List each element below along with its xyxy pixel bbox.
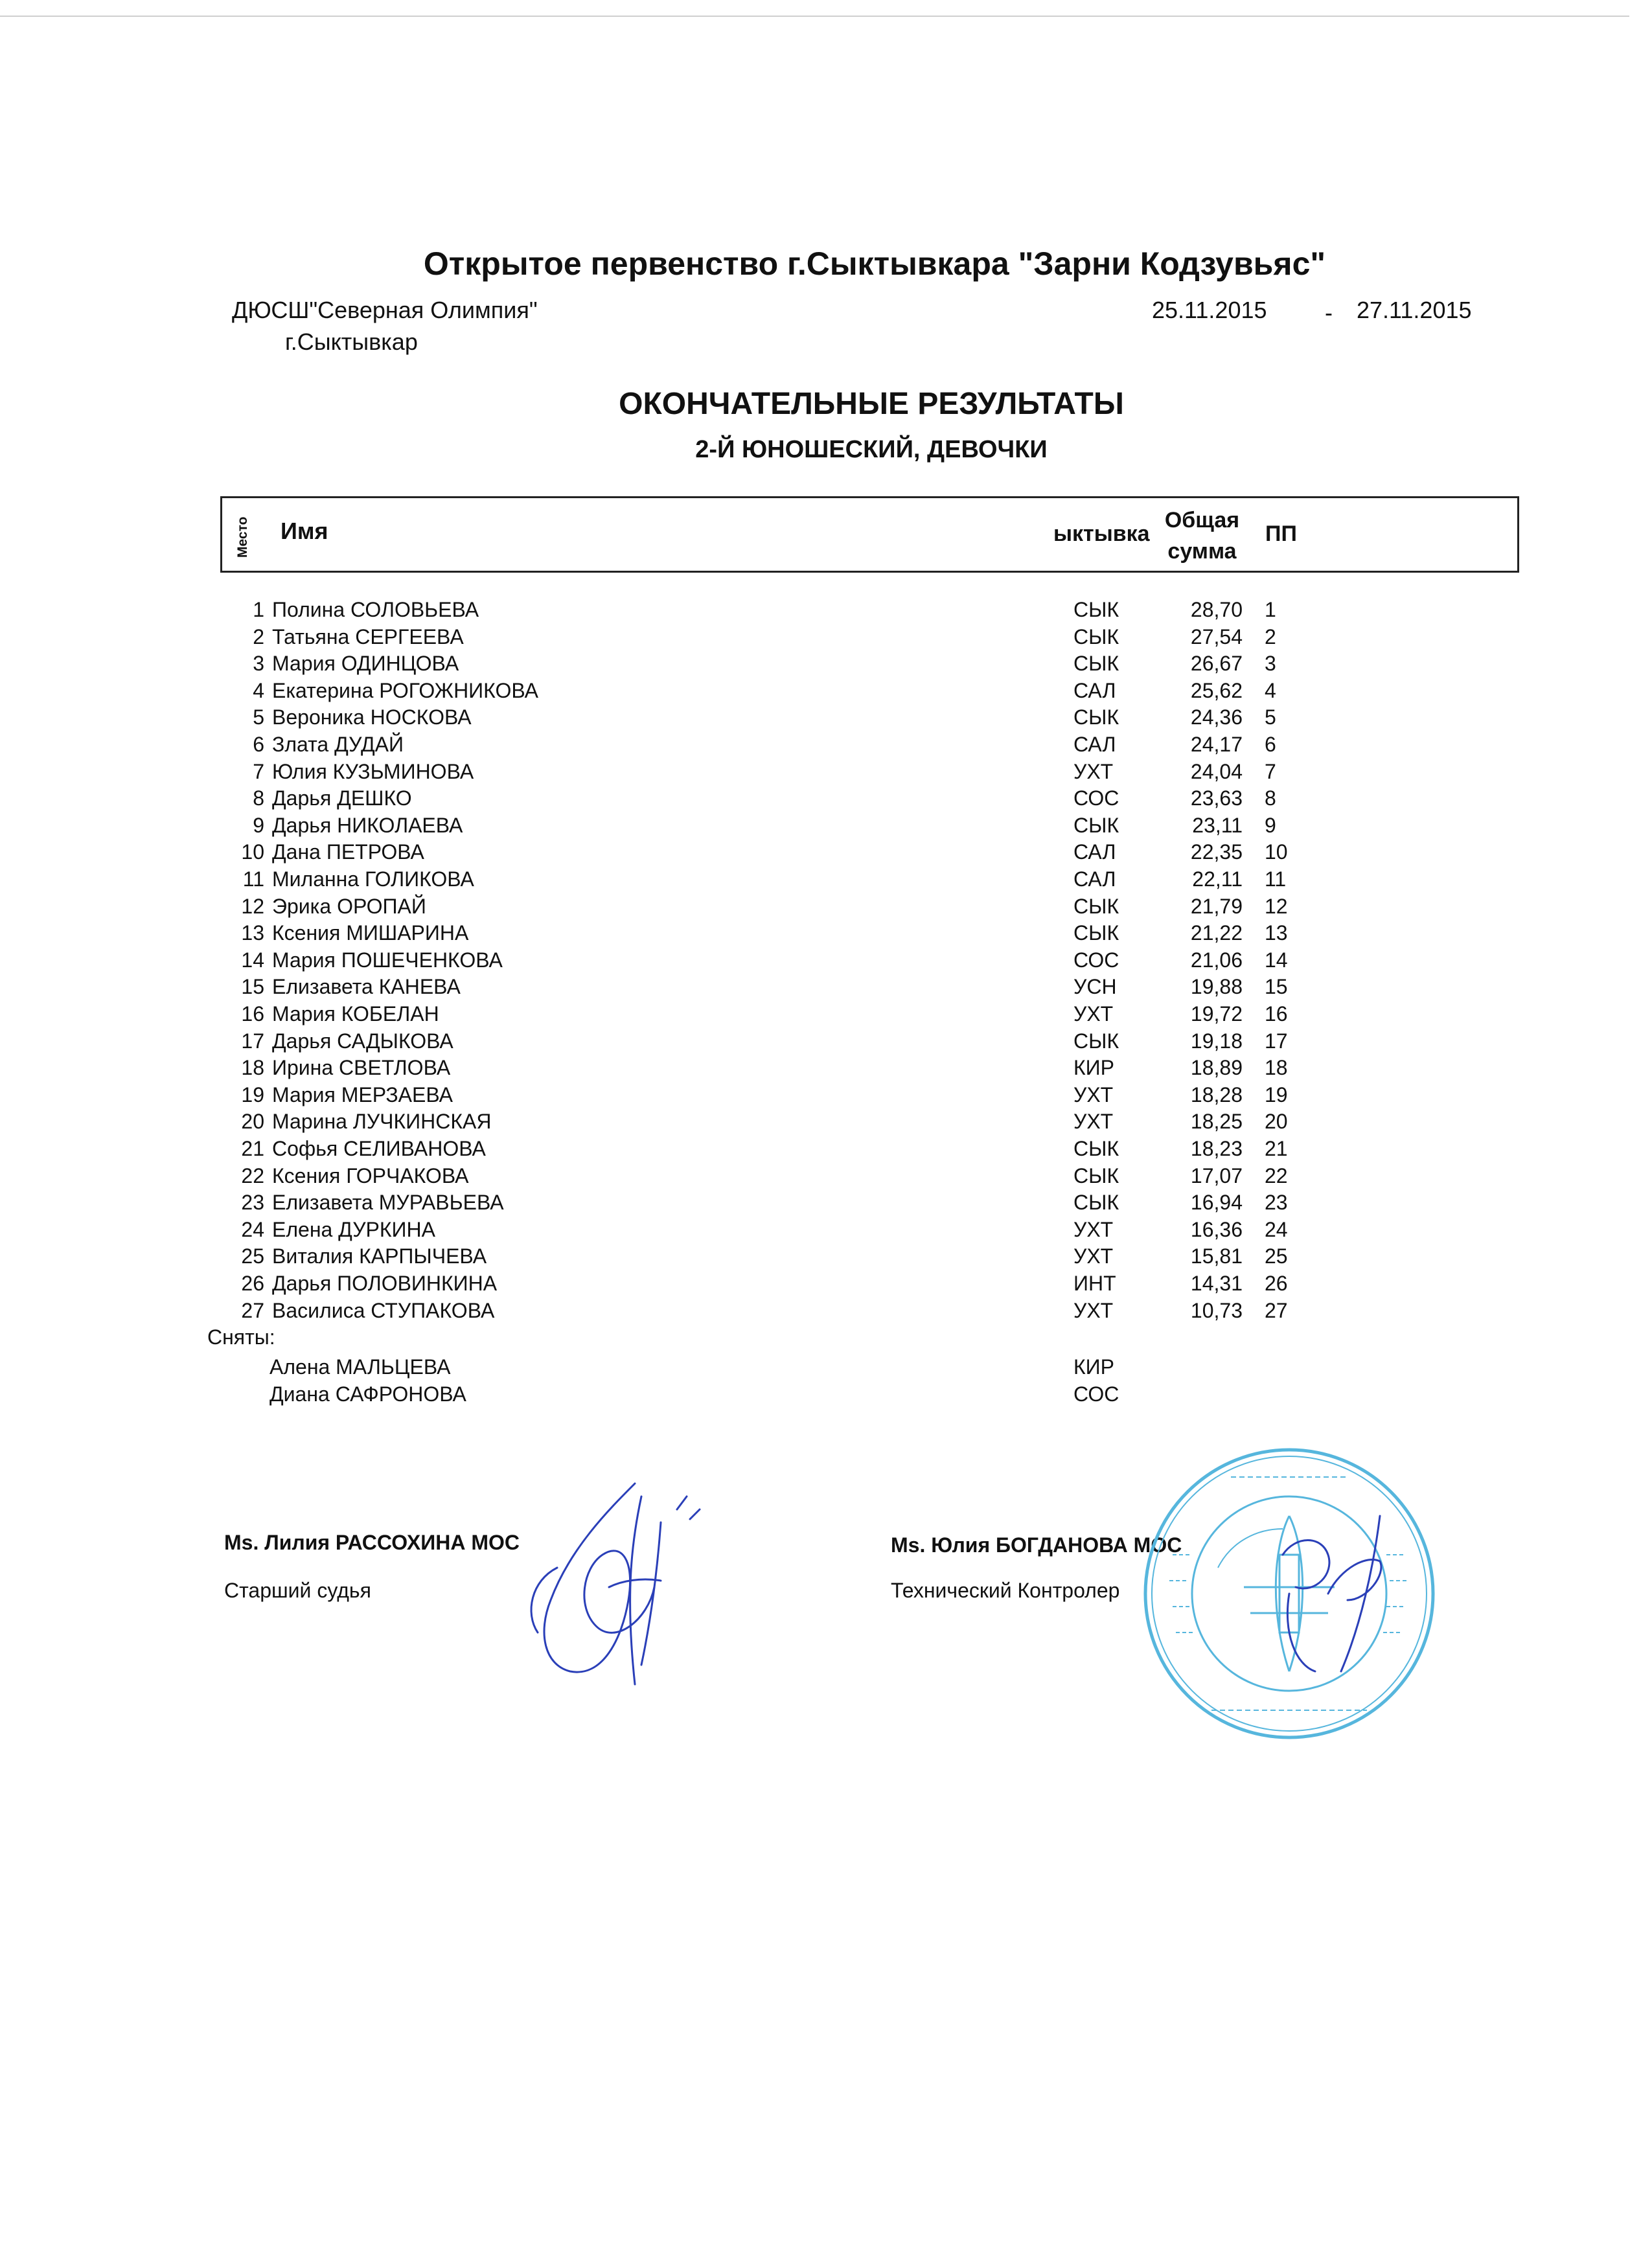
athlete-name-cell: Вероника НОСКОВА	[272, 705, 472, 729]
total-score-cell: 21,79	[1190, 894, 1243, 918]
place-cell: 19	[241, 1082, 264, 1106]
table-row	[0, 705, 1652, 733]
club-cell: СОС	[1073, 948, 1119, 972]
withdrawn-name-cell: Алена МАЛЬЦЕВА	[270, 1355, 451, 1379]
total-score-cell: 15,81	[1190, 1244, 1243, 1268]
total-score-cell: 21,22	[1190, 921, 1243, 945]
withdrawn-label: Сняты:	[207, 1325, 275, 1349]
club-cell: СЫК	[1073, 705, 1119, 729]
referee-role: Старший судья	[224, 1579, 371, 1602]
place-cell: 7	[253, 759, 264, 783]
athlete-name-cell: Василиса СТУПАКОВА	[272, 1298, 495, 1322]
date-end: 27.11.2015	[1357, 297, 1472, 323]
table-row	[0, 948, 1652, 976]
table-row	[0, 625, 1652, 652]
club-cell: УХТ	[1073, 1110, 1114, 1134]
table-row	[0, 867, 1652, 895]
final-place-cell: 6	[1265, 733, 1276, 756]
club-cell: УХТ	[1073, 1244, 1114, 1268]
athlete-name-cell: Дарья САДЫКОВА	[272, 1029, 453, 1053]
final-place-cell: 21	[1265, 1137, 1288, 1160]
club-cell: УХТ	[1073, 1217, 1114, 1241]
club-cell: САЛ	[1073, 733, 1116, 756]
header-total	[1155, 505, 1249, 567]
total-score-cell: 14,31	[1190, 1272, 1243, 1295]
controller-role: Технический Контролер	[891, 1579, 1120, 1602]
place-cell: 15	[241, 975, 264, 999]
place-cell: 11	[242, 867, 264, 891]
table-row	[0, 679, 1652, 706]
table-row	[0, 786, 1652, 814]
place-cell: 22	[241, 1163, 264, 1187]
final-place-cell: 3	[1265, 652, 1276, 676]
controller-name: Ms. Юлия БОГДАНОВА МОС	[891, 1533, 1182, 1557]
final-place-cell: 7	[1265, 759, 1276, 783]
club-cell: СЫК	[1073, 1029, 1119, 1053]
total-score-cell: 18,23	[1190, 1137, 1243, 1160]
place-cell: 14	[241, 948, 264, 972]
club-cell: САЛ	[1073, 840, 1116, 864]
athlete-name-cell: Ксения МИШАРИНА	[272, 921, 469, 945]
place-cell: 8	[253, 786, 264, 810]
table-row	[0, 814, 1652, 841]
place-cell: 1	[253, 598, 264, 621]
header-club: ыктывка	[1053, 521, 1150, 546]
total-score-cell: 19,18	[1190, 1029, 1243, 1053]
place-cell: 10	[241, 840, 264, 864]
club-cell: СОС	[1073, 786, 1119, 810]
athlete-name-cell: Мария ПОШЕЧЕНКОВА	[272, 948, 503, 972]
withdrawn-club-cell: СОС	[1073, 1382, 1119, 1406]
club-cell: СЫК	[1073, 598, 1119, 621]
final-place-cell: 10	[1265, 840, 1288, 864]
club-cell: СЫК	[1073, 894, 1119, 918]
athlete-name-cell: Дарья ДЕШКО	[272, 786, 412, 810]
total-score-cell: 16,36	[1190, 1217, 1243, 1241]
scan-top-edge	[0, 16, 1629, 17]
results-heading: ОКОНЧАТЕЛЬНЫЕ РЕЗУЛЬТАТЫ	[619, 387, 1124, 421]
header-name: Имя	[281, 518, 328, 544]
place-cell: 12	[241, 894, 264, 918]
final-place-cell: 26	[1265, 1272, 1288, 1295]
final-place-cell: 22	[1265, 1163, 1288, 1187]
table-row	[0, 1083, 1652, 1110]
table-row	[0, 1218, 1652, 1245]
organizer: ДЮСШ"Северная Олимпия"	[232, 297, 538, 323]
total-score-cell: 18,25	[1190, 1110, 1243, 1134]
place-cell: 9	[253, 813, 264, 837]
table-row	[0, 1244, 1652, 1272]
club-cell: СЫК	[1073, 1137, 1119, 1160]
total-score-cell: 23,11	[1192, 813, 1243, 837]
athlete-name-cell: Дана ПЕТРОВА	[272, 840, 424, 864]
place-cell: 6	[253, 733, 264, 756]
place-cell: 16	[241, 1002, 264, 1025]
final-place-cell: 15	[1265, 975, 1288, 999]
total-score-cell: 28,70	[1190, 598, 1243, 621]
final-place-cell: 12	[1265, 894, 1288, 918]
withdrawn-name-cell: Диана САФРОНОВА	[270, 1382, 466, 1406]
athlete-name-cell: Татьяна СЕРГЕЕВА	[272, 624, 464, 648]
event-title: Открытое первенство г.Сыктывкара "Зарни Кодзувьяс"	[423, 246, 1326, 282]
total-score-cell: 19,72	[1190, 1002, 1243, 1025]
club-cell: УХТ	[1073, 1002, 1114, 1025]
club-cell: ИНТ	[1073, 1272, 1116, 1295]
place-cell: 13	[241, 921, 264, 945]
athlete-name-cell: Елизавета МУРАВЬЕВА	[272, 1191, 504, 1215]
final-place-cell: 5	[1265, 705, 1276, 729]
athlete-name-cell: Злата ДУДАЙ	[272, 733, 404, 756]
club-cell: КИР	[1073, 1056, 1114, 1080]
total-score-cell: 24,36	[1190, 705, 1243, 729]
athlete-name-cell: Мария ОДИНЦОВА	[272, 652, 459, 676]
athlete-name-cell: Ирина СВЕТЛОВА	[272, 1056, 451, 1080]
athlete-name-cell: Ксения ГОРЧАКОВА	[272, 1163, 469, 1187]
table-row	[0, 1110, 1652, 1137]
athlete-name-cell: Мария МЕРЗАЕВА	[272, 1082, 453, 1106]
total-score-cell: 17,07	[1190, 1163, 1243, 1187]
organization-stamp-icon	[1134, 1438, 1445, 1749]
final-place-cell: 20	[1265, 1110, 1288, 1134]
date-start: 25.11.2015	[1152, 297, 1267, 323]
final-place-cell: 16	[1265, 1002, 1288, 1025]
total-score-cell: 22,11	[1192, 867, 1243, 891]
table-row	[0, 1191, 1652, 1218]
club-cell: СЫК	[1073, 921, 1119, 945]
place-cell: 18	[241, 1056, 264, 1080]
club-cell: САЛ	[1073, 867, 1116, 891]
table-row	[0, 1002, 1652, 1029]
place-cell: 5	[253, 705, 264, 729]
final-place-cell: 9	[1265, 813, 1276, 837]
final-place-cell: 19	[1265, 1082, 1288, 1106]
club-cell: УХТ	[1073, 759, 1114, 783]
total-score-cell: 10,73	[1190, 1298, 1243, 1322]
header-total-line2: сумма	[1167, 539, 1237, 564]
athlete-name-cell: Эрика ОРОПАЙ	[272, 894, 426, 918]
total-score-cell: 18,28	[1190, 1082, 1243, 1106]
club-cell: СЫК	[1073, 652, 1119, 676]
total-score-cell: 16,94	[1190, 1191, 1243, 1215]
table-row	[0, 1137, 1652, 1164]
place-cell: 26	[241, 1272, 264, 1295]
final-place-cell: 24	[1265, 1217, 1288, 1241]
withdrawn-club-cell: КИР	[1073, 1355, 1114, 1379]
table-row	[0, 598, 1652, 625]
table-row	[0, 733, 1652, 760]
table-row	[0, 1056, 1652, 1083]
total-score-cell: 23,63	[1190, 786, 1243, 810]
total-score-cell: 25,62	[1190, 678, 1243, 702]
category-heading: 2-Й ЮНОШЕСКИЙ, ДЕВОЧКИ	[695, 436, 1048, 463]
final-place-cell: 17	[1265, 1029, 1288, 1053]
place-cell: 17	[241, 1029, 264, 1053]
athlete-name-cell: Миланна ГОЛИКОВА	[272, 867, 474, 891]
final-place-cell: 18	[1265, 1056, 1288, 1080]
club-cell: СЫК	[1073, 1163, 1119, 1187]
place-cell: 25	[241, 1244, 264, 1268]
athlete-name-cell: Виталия КАРПЫЧЕВА	[272, 1244, 487, 1268]
total-score-cell: 26,67	[1190, 652, 1243, 676]
athlete-name-cell: Марина ЛУЧКИНСКАЯ	[272, 1110, 492, 1134]
athlete-name-cell: Екатерина РОГОЖНИКОВА	[272, 678, 538, 702]
place-cell: 21	[241, 1137, 264, 1160]
club-cell: УСН	[1073, 975, 1117, 999]
total-score-cell: 24,04	[1190, 759, 1243, 783]
athlete-name-cell: Юлия КУЗЬМИНОВА	[272, 759, 474, 783]
final-place-cell: 11	[1265, 867, 1287, 891]
table-row	[0, 1164, 1652, 1191]
club-cell: УХТ	[1073, 1082, 1114, 1106]
table-row	[0, 895, 1652, 922]
table-row	[0, 1299, 1652, 1326]
athlete-name-cell: Елизавета КАНЕВА	[272, 975, 461, 999]
place-cell: 3	[253, 652, 264, 676]
header-total-line1: Общая	[1164, 508, 1240, 533]
total-score-cell: 19,88	[1190, 975, 1243, 999]
total-score-cell: 18,89	[1190, 1056, 1243, 1080]
final-place-cell: 23	[1265, 1191, 1288, 1215]
referee-signature-icon	[512, 1471, 706, 1704]
final-place-cell: 2	[1265, 624, 1276, 648]
table-row	[0, 921, 1652, 948]
city: г.Сыктывкар	[285, 328, 418, 355]
final-place-cell: 1	[1265, 598, 1276, 621]
athlete-name-cell: Дарья ПОЛОВИНКИНА	[272, 1272, 498, 1295]
table-row	[0, 1272, 1652, 1299]
place-cell: 2	[253, 624, 264, 648]
club-cell: САЛ	[1073, 678, 1116, 702]
total-score-cell: 22,35	[1190, 840, 1243, 864]
place-cell: 20	[241, 1110, 264, 1134]
total-score-cell: 21,06	[1190, 948, 1243, 972]
table-row	[0, 652, 1652, 679]
final-place-cell: 8	[1265, 786, 1276, 810]
place-cell: 23	[241, 1191, 264, 1215]
athlete-name-cell: Елена ДУРКИНА	[272, 1217, 435, 1241]
table-row	[0, 840, 1652, 867]
table-row	[0, 975, 1652, 1002]
athlete-name-cell: Полина СОЛОВЬЕВА	[272, 598, 479, 621]
club-cell: СЫК	[1073, 813, 1119, 837]
athlete-name-cell: Мария КОБЕЛАН	[272, 1002, 439, 1025]
athlete-name-cell: Дарья НИКОЛАЕВА	[272, 813, 463, 837]
header-pp: ПП	[1265, 521, 1297, 546]
header-place: Место	[235, 516, 250, 558]
place-cell: 4	[253, 678, 264, 702]
date-separator: -	[1325, 299, 1333, 326]
final-place-cell: 25	[1265, 1244, 1288, 1268]
table-row	[0, 1029, 1652, 1057]
final-place-cell: 4	[1265, 678, 1276, 702]
club-cell: СЫК	[1073, 1191, 1119, 1215]
total-score-cell: 27,54	[1190, 624, 1243, 648]
referee-name: Ms. Лилия РАССОХИНА МОС	[224, 1531, 520, 1554]
final-place-cell: 27	[1265, 1298, 1288, 1322]
place-cell: 24	[241, 1217, 264, 1241]
place-cell: 27	[241, 1298, 264, 1322]
athlete-name-cell: Софья СЕЛИВАНОВА	[272, 1137, 486, 1160]
table-header	[220, 496, 1519, 573]
final-place-cell: 14	[1265, 948, 1288, 972]
total-score-cell: 24,17	[1190, 733, 1243, 756]
club-cell: СЫК	[1073, 624, 1119, 648]
club-cell: УХТ	[1073, 1298, 1114, 1322]
table-row	[0, 760, 1652, 787]
final-place-cell: 13	[1265, 921, 1288, 945]
